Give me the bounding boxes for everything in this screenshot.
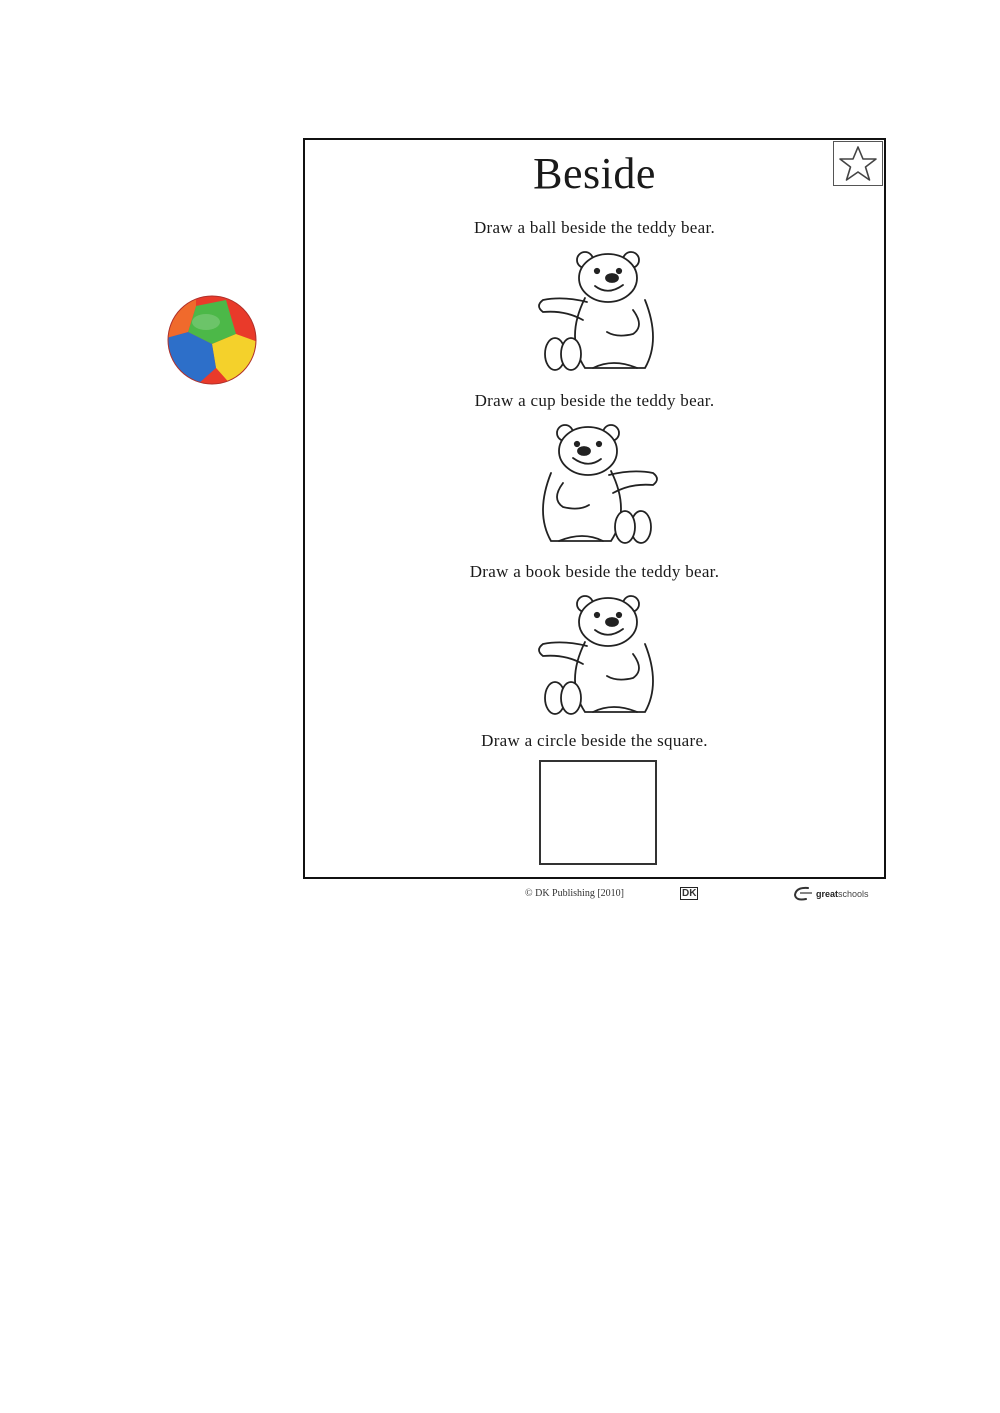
star-outline-icon bbox=[837, 144, 879, 184]
toy-ball-image bbox=[166, 294, 258, 386]
brand-rest-text: schools bbox=[838, 889, 869, 899]
brand-strong-text: great bbox=[816, 889, 839, 899]
worksheet-title: Beside bbox=[533, 149, 656, 198]
copyright-text: © DK Publishing [2010] bbox=[525, 888, 624, 899]
worksheet-footer bbox=[303, 885, 890, 905]
greatschools-swoosh-icon bbox=[790, 885, 816, 903]
square-shape bbox=[539, 760, 657, 865]
greatschools-logo bbox=[790, 885, 890, 903]
teddy-bear-image bbox=[533, 413, 663, 549]
star-box bbox=[833, 141, 883, 186]
instruction-4: Draw a circle beside the square. bbox=[481, 731, 708, 750]
instruction-2: Draw a cup beside the teddy bear. bbox=[474, 391, 715, 410]
instruction-1: Draw a ball beside the teddy bear. bbox=[473, 218, 716, 237]
dk-logo: DK bbox=[682, 888, 697, 899]
worksheet bbox=[303, 138, 886, 879]
teddy-bear-image bbox=[533, 240, 663, 376]
instruction-3: Draw a book beside the teddy bear. bbox=[469, 562, 720, 581]
teddy-bear-image bbox=[533, 584, 663, 720]
